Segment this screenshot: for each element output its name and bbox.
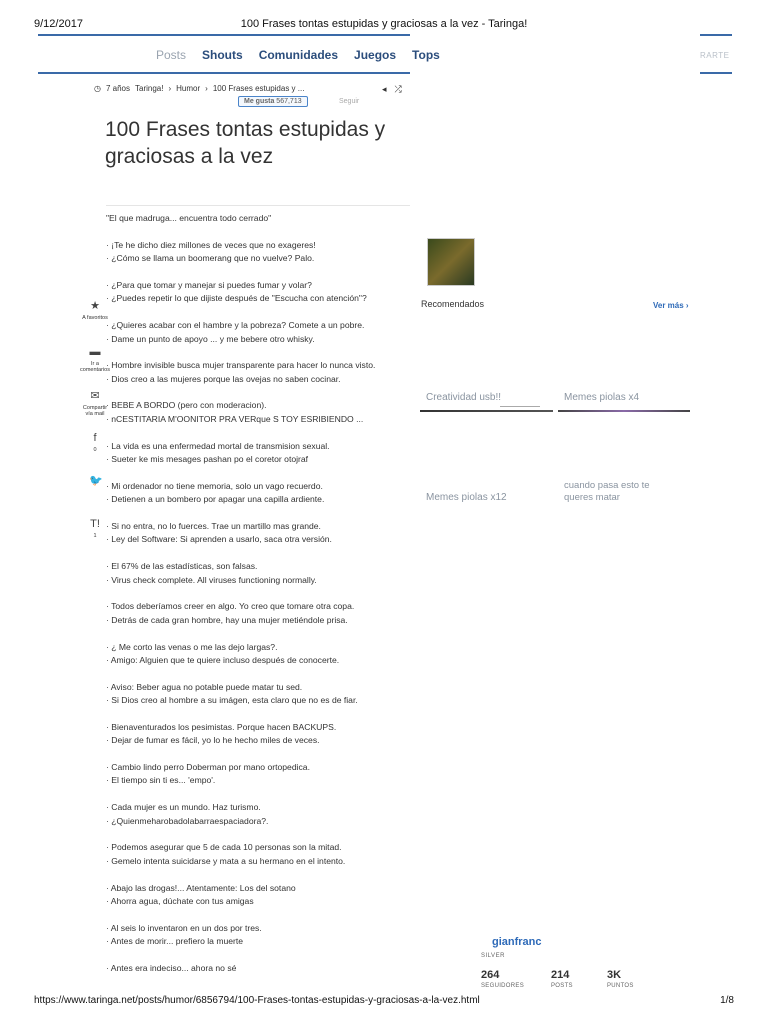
post-line: · ¡Te he dicho diez millones de veces que no exageres! <box>106 239 316 250</box>
stat-label: SEGUIDORES <box>481 983 525 989</box>
post-line: · Si no entra, no lo fuerces. Trae un martillo mas grande. <box>106 520 321 531</box>
post-line: · nCESTITARIA M'OONITOR PRA VERque S TOY ESRIBIENDO ... <box>106 413 364 424</box>
chevron-right-icon: › <box>168 84 172 93</box>
author-name[interactable]: gianfranc <box>492 936 542 948</box>
mail-icon: ✉ <box>90 390 100 402</box>
stat-value: 3K <box>607 969 622 981</box>
post-line: · ¿Cómo se llama un boomerang que no vuelve? Palo. <box>106 253 315 264</box>
like-count: 567,713 <box>276 98 302 105</box>
post-line: · BEBE A BORDO (pero con moderacion). <box>106 400 267 411</box>
post-line: "El que madruga... encuentra todo cerrado" <box>106 213 272 223</box>
recommended-label: Recomendados <box>421 299 485 309</box>
share-count: 1 <box>93 533 97 539</box>
post-line: · La vida es una enfermedad mortal de transmision sexual. <box>106 440 330 451</box>
post-line: · Antes de morir... prefiero la muerte <box>106 936 244 947</box>
paragraph-gap <box>106 788 416 801</box>
paragraph-gap <box>106 627 416 640</box>
crumb-current: 100 Frases estupidas y ... <box>212 84 305 93</box>
like-label: Me gusta <box>244 98 275 105</box>
header-bottom-border-right <box>700 72 732 74</box>
print-title: 100 Frases tontas estupidas y graciosas a la vez - Taringa! <box>240 18 528 30</box>
recommended-card-title[interactable]: cuando pasa esto te queres matar <box>564 480 650 503</box>
stat-value: 214 <box>551 969 570 981</box>
crumb-category[interactable]: Humor <box>176 84 201 93</box>
post-line: · Podemos asegurar que 5 de cada 10 personas son la mitad. <box>106 842 342 853</box>
post-line: · Aviso: Beber agua no potable puede matar tu sed. <box>106 681 303 692</box>
author-rank: SILVER <box>481 953 505 959</box>
post-line: · Ley del Software: Si aprenden a usarlo, saca otra versión. <box>106 534 332 545</box>
twitter-icon: 🐦 <box>89 475 103 487</box>
stat-label: PUNTOS <box>607 983 634 989</box>
post-line: · Dame un punto de apoyo ... y me bebere otro whisky. <box>106 333 315 344</box>
paragraph-gap <box>106 828 416 841</box>
paragraph-gap <box>106 386 416 399</box>
paragraph-gap <box>106 587 416 600</box>
author-stat-posts <box>551 965 573 989</box>
chevron-right-icon: › <box>205 84 208 93</box>
header-bottom-border <box>38 72 410 74</box>
stat-value: 264 <box>481 969 500 981</box>
post-line: · Bienaventurados los pesimistas. Porque hacen BACKUPS. <box>106 721 337 732</box>
share-action-label: Ir a comentarios <box>80 361 110 373</box>
print-date: 9/12/2017 <box>34 18 83 30</box>
share-action[interactable] <box>80 390 110 417</box>
share-action[interactable] <box>80 300 110 321</box>
paragraph-gap <box>106 466 416 479</box>
post-line: · Ahorra agua, dúchate con tus amigas <box>106 895 254 906</box>
card-underline <box>420 410 553 412</box>
print-url: https://www.taringa.net/posts/humor/6856794/100-Frases-tontas-estupidas-y-graciosas-a-la-vez.html <box>34 995 480 1006</box>
author-stat-followers <box>481 965 524 989</box>
post-line: · ¿Quieres acabar con el hambre y la pobreza? Comete a un pobre. <box>106 320 365 331</box>
post-line: · ¿Quienmeharobadolabarraespaciadora?. <box>106 815 269 826</box>
post-line: · El tiempo sin ti es... 'empo'. <box>106 775 216 786</box>
header-top-border-right <box>700 34 732 36</box>
card-underline-accent <box>500 406 540 407</box>
title-divider <box>106 205 410 206</box>
previous-post-icon[interactable]: ◂ <box>382 84 387 94</box>
post-line: · Detienen a un bombero por apagar una capilla ardiente. <box>106 494 325 505</box>
post-line: · Dejar de fumar es fácil, yo lo he hecho miles de veces. <box>106 735 320 746</box>
paragraph-gap <box>106 667 416 680</box>
random-post-icon[interactable]: ⤮ <box>394 84 402 94</box>
share-action[interactable] <box>80 432 110 453</box>
stat-label: POSTS <box>551 983 573 989</box>
nav-item-comunidades[interactable]: Comunidades <box>258 48 339 62</box>
post-line: · Detrás de cada gran hombre, hay una mujer metiéndole prisa. <box>106 614 348 625</box>
paragraph-gap <box>106 707 416 720</box>
comment-icon: ▬ <box>89 346 101 358</box>
post-line: · ¿Puedes repetir lo que dijiste después de "Escucha con atención"? <box>106 293 367 304</box>
taringa-share-icon: T! <box>90 518 100 530</box>
post-line: · Abajo las drogas!... Atentamente: Los del sotano <box>106 882 296 893</box>
card-underline <box>558 410 690 412</box>
share-action-label: A favoritos <box>82 315 108 321</box>
recommended-card-title[interactable]: Memes piolas x12 <box>426 492 507 503</box>
paragraph-gap <box>106 306 416 319</box>
paragraph-gap <box>106 507 416 520</box>
like-button[interactable] <box>238 96 308 107</box>
facebook-icon: f <box>93 432 97 444</box>
nav-item-shouts[interactable]: Shouts <box>202 48 243 62</box>
post-line: · Sueter ke mis mesages pashan po el coretor otojraf <box>106 454 309 465</box>
paragraph-gap <box>106 948 416 961</box>
post-line: · Hombre invisible busca mujer transparente para hacer lo nunca visto. <box>106 360 376 371</box>
nav-item-juegos[interactable]: Juegos <box>354 48 397 62</box>
nav-item-posts[interactable]: Posts <box>156 48 187 62</box>
post-title: 100 Frases tontas estupidas y graciosas a la vez <box>105 118 386 168</box>
post-line: · Mi ordenador no tiene memoria, solo un vago recuerdo. <box>106 480 323 491</box>
nav-right-label[interactable]: RARTE <box>700 51 730 60</box>
paragraph-gap <box>106 748 416 761</box>
paragraph-gap <box>106 266 416 279</box>
crumb-site[interactable]: Taringa! <box>135 84 164 93</box>
post-line: · Antes era indeciso... ahora no sé <box>106 962 237 973</box>
post-line: · Gemelo intenta suicidarse y mata a su hermano en el intento. <box>106 855 346 866</box>
post-line: · Todos deberíamos creer en algo. Yo creo que tomare otra copa. <box>106 601 355 612</box>
recommended-card-title[interactable]: Memes piolas x4 <box>564 392 640 403</box>
post-line: · El 67% de las estadísticas, son falsas. <box>106 561 258 572</box>
header-top-border <box>38 34 410 36</box>
paragraph-gap <box>106 225 416 238</box>
paragraph-gap <box>106 426 416 439</box>
author-stat-points <box>607 965 634 989</box>
star-icon: ★ <box>90 300 100 312</box>
post-age: 7 años <box>105 84 131 93</box>
post-line: · Cambio lindo perro Doberman por mano ortopedica. <box>106 762 310 773</box>
share-action[interactable] <box>80 518 110 539</box>
post-body <box>106 212 416 975</box>
clock-icon: ◷ <box>94 84 101 93</box>
share-action-label: Compartir vía mail <box>82 405 108 417</box>
share-action[interactable] <box>80 346 110 373</box>
post-line: · Si Dios creo al hombre a su imágen, esta claro que no es de fiar. <box>106 695 358 706</box>
share-action[interactable] <box>80 475 110 490</box>
paragraph-gap <box>106 868 416 881</box>
breadcrumb <box>94 84 304 93</box>
paragraph-gap <box>106 908 416 921</box>
paragraph-gap <box>106 346 416 359</box>
post-line: · Cada mujer es un mundo. Haz turismo. <box>106 802 261 813</box>
post-line: · Al seis lo inventaron en un dos por tres. <box>106 922 262 933</box>
recommended-card-title[interactable]: Creatividad usb!! <box>426 392 502 403</box>
post-line: · ¿ Me corto las venas o me las dejo largas?. <box>106 641 278 652</box>
post-line: · Dios creo a las mujeres porque las ovejas no saben cocinar. <box>106 373 341 384</box>
see-more-link[interactable]: Ver más › <box>653 301 689 310</box>
paragraph-gap <box>106 547 416 560</box>
follow-button[interactable]: Seguir <box>339 98 360 105</box>
post-nav-tools <box>382 84 402 95</box>
post-line: · Virus check complete. All viruses functioning normally. <box>106 574 317 585</box>
main-nav <box>156 48 440 62</box>
see-more-label: Ver más <box>653 301 684 310</box>
author-avatar-thumbnail[interactable] <box>427 238 475 286</box>
share-count: 0 <box>93 447 97 453</box>
nav-item-tops[interactable]: Tops <box>412 48 440 62</box>
post-line: · Amigo: Alguien que te quiere incluso después de conocerte. <box>106 654 340 665</box>
print-page-number: 1/8 <box>720 995 734 1006</box>
post-line: · ¿Para que tomar y manejar si puedes fumar y volar? <box>106 279 312 290</box>
